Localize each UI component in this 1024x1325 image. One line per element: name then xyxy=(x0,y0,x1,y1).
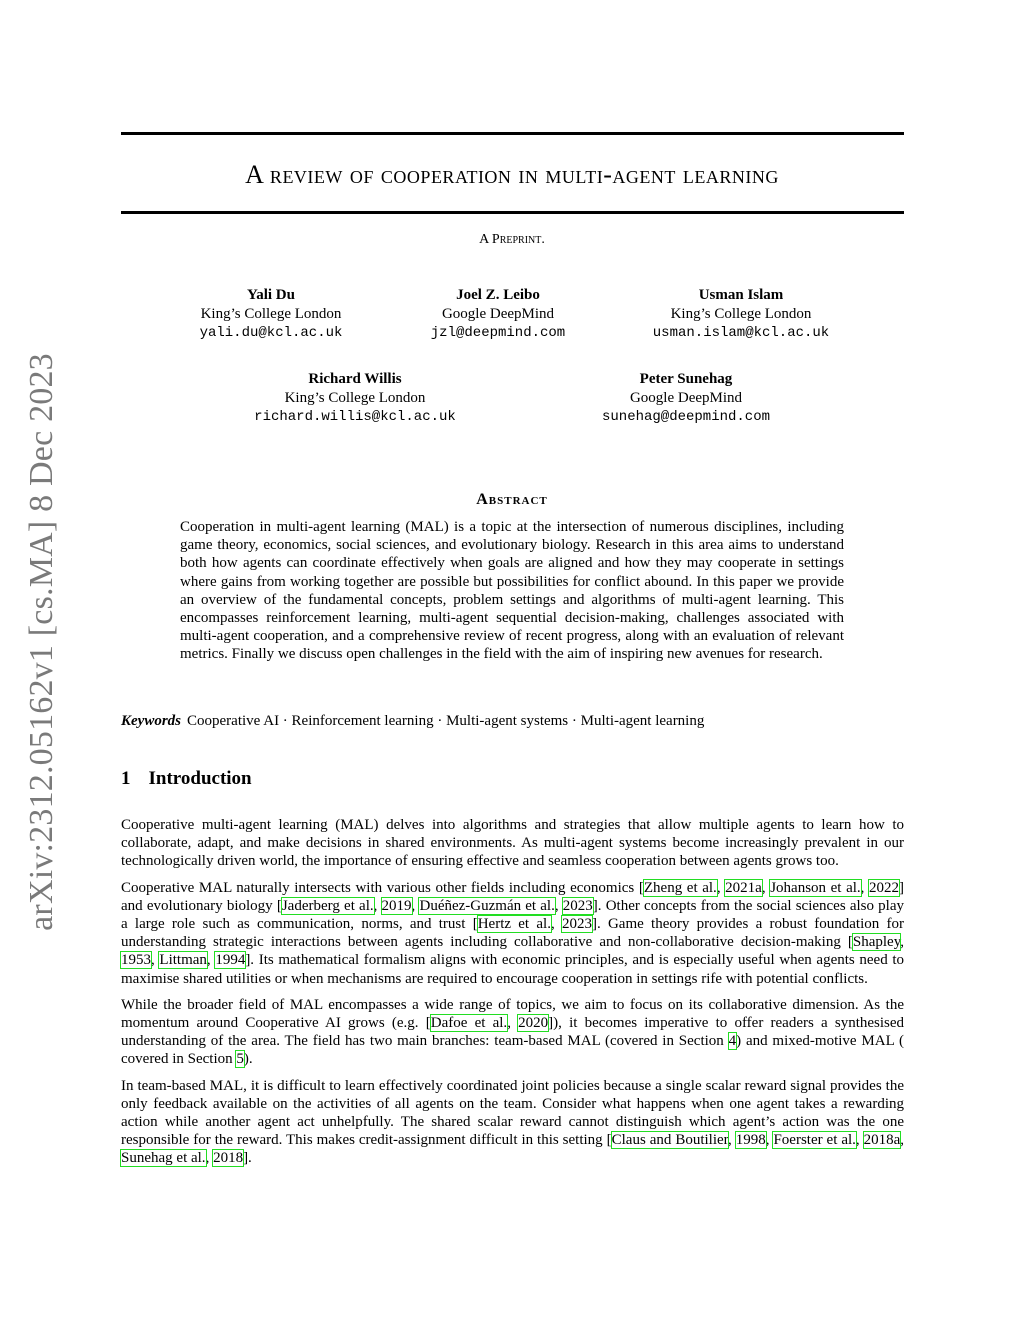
author-block xyxy=(161,286,381,343)
author-name: Peter Sunehag xyxy=(639,371,733,387)
citation-link[interactable]: 2023 xyxy=(561,916,592,933)
section-ref-link[interactable]: 4 xyxy=(728,1033,737,1050)
citation-link[interactable]: Shapley xyxy=(852,934,901,951)
title-rule-bottom xyxy=(121,211,904,214)
paragraph: While the broader field of MAL encompasses a wide range of topics, we aim to focus on its collaborative dimension. As the momentum around Cooperative AI grows (e.g. [Dafoe et al., 2020]), it becomes imperative to offer readers a synthesised understanding of the area. The field has two main branches: team-based MAL (covered in Section 4) and mixed-motive MAL ( covered in Section 5). xyxy=(121,996,905,1068)
section-ref-link[interactable]: 5 xyxy=(236,1051,244,1068)
keywords-label: Keywords xyxy=(121,713,181,729)
author-name: Yali Du xyxy=(247,287,295,303)
author-email[interactable]: yali.du@kcl.ac.uk xyxy=(199,325,343,341)
author-email[interactable]: usman.islam@kcl.ac.uk xyxy=(652,325,830,341)
abstract-heading: Abstract xyxy=(476,491,548,508)
author-affiliation: King’s College London xyxy=(200,306,342,322)
citation-link[interactable]: 1994 xyxy=(215,952,246,969)
citation-link[interactable]: 2019 xyxy=(381,897,412,914)
citation-link[interactable]: 2020 xyxy=(518,1015,549,1032)
author-affiliation: Google DeepMind xyxy=(441,306,555,322)
citation-link[interactable]: Sunehag et al. xyxy=(121,1150,206,1167)
author-block xyxy=(576,370,796,427)
section-heading xyxy=(121,768,252,790)
citation-link[interactable]: Littman xyxy=(159,952,207,969)
author-affiliation: King’s College London xyxy=(284,390,426,406)
title-rule-top xyxy=(121,132,904,135)
citation-link[interactable]: 2022 xyxy=(869,879,900,896)
author-affiliation: Google DeepMind xyxy=(629,390,743,406)
citation-link[interactable]: Jaderberg et al. xyxy=(281,897,374,914)
citation-link[interactable]: Duéñez-Guzmán et al. xyxy=(419,897,555,914)
section-number: 1 xyxy=(121,768,131,789)
section-title: Introduction xyxy=(148,768,252,789)
author-email[interactable]: sunehag@deepmind.com xyxy=(601,409,771,425)
preprint-label: A Preprint. xyxy=(479,232,545,247)
citation-link[interactable]: Zheng et al. xyxy=(643,879,717,896)
citation-link[interactable]: Dafoe et al. xyxy=(430,1015,508,1032)
paper-title: A review of cooperation in multi-agent learning xyxy=(245,160,779,189)
citation-link[interactable]: 1998 xyxy=(735,1132,766,1149)
citation-link[interactable]: 1953 xyxy=(121,952,151,969)
keywords-line xyxy=(121,712,904,731)
author-name: Joel Z. Leibo xyxy=(456,287,540,303)
paragraph: Cooperative MAL naturally intersects with various other fields including economics [Zheng et al., 2021a, Johanson et al., 2022] and evolutionary biology [Jaderberg et al., 2019, Duéñez-Guzmán et al., 2023]. Other concepts from the social sciences also play a large role such as communication, norms, and trust [Hertz et al., 2023]. Game theory provides a robust foundation for understanding strategic interactions between agents including collaborative and non-collaborative decision-making [Shapley, 1953, Littman, 1994]. Its mathematical formalism aligns with economic principles, and is especially useful when agents need to maximise shared utilities or when mechanisms are required to encourage cooperation in settings rife with potential conflicts. xyxy=(121,879,905,987)
keywords-text: Cooperative AI · Reinforcement learning · Multi-agent systems · Multi-agent learning xyxy=(187,713,705,729)
author-affiliation: King’s College London xyxy=(670,306,812,322)
citation-link[interactable]: 2023 xyxy=(562,897,593,914)
citation-link[interactable]: 2018 xyxy=(213,1150,244,1167)
paragraph: Cooperative multi-agent learning (MAL) delves into algorithms and strategies that allow multiple agents to learn how to collaborate, adapt, and make decisions in shared environments. As multi-agent systems become increasingly prevalent in our technologically driven world, the importance of ensuring effective and seamless cooperation between agents grows too. xyxy=(121,817,904,870)
citation-link[interactable]: Hertz et al. xyxy=(477,916,551,933)
citation-link[interactable]: Claus and Boutilier xyxy=(611,1132,729,1149)
citation-link[interactable]: 2018a xyxy=(863,1132,901,1149)
author-name: Richard Willis xyxy=(308,371,402,387)
author-name: Usman Islam xyxy=(698,287,784,303)
author-block xyxy=(388,286,608,343)
author-email[interactable]: jzl@deepmind.com xyxy=(430,325,566,341)
abstract-text: Cooperation in multi-agent learning (MAL) is a topic at the intersection of numerous disciplines, including game theory, economics, social sciences, and evolutionary biology. Research in this area aims to understand both how agents can coordinate effectively when goals are aligned and how they may cooperate in settings where gains from working together are possible but possibilities for conflict abound. In this paper we provide an overview of the fundamental concepts, problem settings and algorithms of multi-agent learning. This encompasses reinforcement learning, multi-agent sequential decision-making, challenges associated with multi-agent cooperation, and a comprehensive review of recent progress, along with an evaluation of relevant metrics. Finally we discuss open challenges in the field with the aim of inspiring new avenues for research. xyxy=(180,519,844,663)
author-email[interactable]: richard.willis@kcl.ac.uk xyxy=(254,409,456,425)
author-block xyxy=(235,370,475,427)
citation-link[interactable]: Foerster et al. xyxy=(773,1132,856,1149)
arxiv-side-stamp: arXiv:2312.05162v1 [cs.MA] 8 Dec 2023 xyxy=(23,353,60,931)
author-block xyxy=(621,286,861,343)
paragraph: In team-based MAL, it is difficult to learn effectively coordinated joint policies because a single scalar reward signal provides the only feedback available on the activities of all agents on the team. Consider what happens when one agent takes a rewarding action while another agent act unhelpfully. The shared scalar reward cannot distinguish which agent’s action was the one responsible for the reward. This makes credit-assignment difficult in this setting [Claus and Boutilier, 1998, Foerster et al., 2018a, Sunehag et al., 2018]. xyxy=(121,1077,905,1167)
citation-link[interactable]: Johanson et al. xyxy=(770,879,861,896)
citation-link[interactable]: 2021a xyxy=(725,879,762,896)
body-text xyxy=(121,816,904,1176)
